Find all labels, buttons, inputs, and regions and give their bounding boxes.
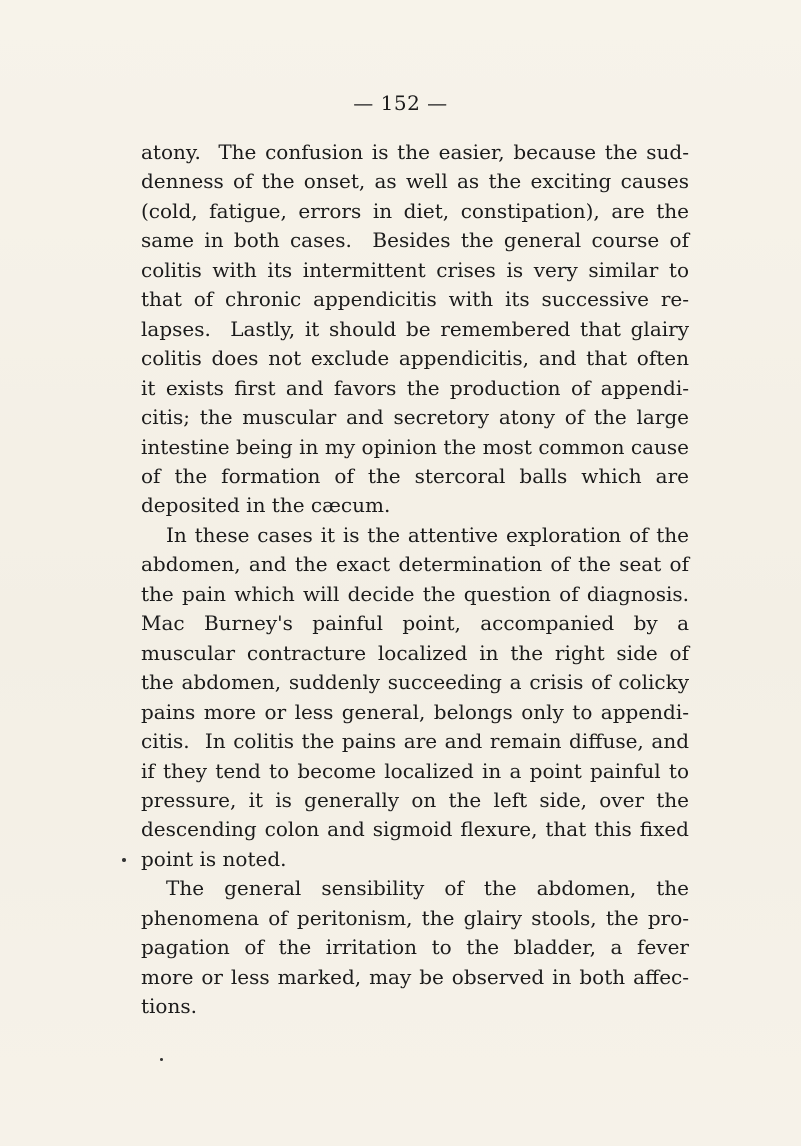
text-line: colitis does not exclude appendicitis, and that often xyxy=(141,346,689,371)
text-line: intestine being in my opinion the most common cause xyxy=(141,434,689,459)
text-line: pagation of the irritation to the bladder, a fever xyxy=(141,935,689,960)
text-line: phenomena of peritonism, the glairy stools, the pro- xyxy=(141,905,689,930)
text-line: denness of the onset, as well as the exciting causes xyxy=(141,169,689,194)
text-line: pains more or less general, belongs only to appendi- xyxy=(141,699,689,724)
text-line: Mac Burney's painful point, accompanied by a xyxy=(141,611,689,636)
text-line: (cold, fatigue, errors in diet, constipation), are the xyxy=(141,198,689,223)
text-line: In these cases it is the attentive exploration of the xyxy=(166,522,689,547)
text-line: same in both cases. Besides the general course of xyxy=(141,228,689,253)
text-line: of the formation of the stercoral balls which are xyxy=(141,463,689,488)
text-line: pressure, it is generally on the left side, over the xyxy=(141,787,689,812)
text-line: citis. In colitis the pains are and remain diffuse, and xyxy=(141,729,689,754)
text-line: deposited in the cæcum. xyxy=(141,493,391,518)
print-speck xyxy=(122,858,126,862)
text-line: it exists first and favors the production of appendi- xyxy=(141,375,689,400)
text-line: the abdomen, suddenly succeeding a crisis of colicky xyxy=(141,670,689,695)
page-body-text xyxy=(141,138,689,1022)
text-line: the pain which will decide the question of diagnosis. xyxy=(141,581,689,606)
page-number: — 152 — xyxy=(353,91,448,115)
text-line: point is noted. xyxy=(141,846,287,871)
text-line: colitis with its intermittent crises is very similar to xyxy=(141,257,689,282)
text-line: if they tend to become localized in a point painful to xyxy=(141,758,689,783)
text-line: descending colon and sigmoid flexure, that this fixed xyxy=(141,817,689,842)
text-line: that of chronic appendicitis with its successive re- xyxy=(141,287,689,312)
text-line: The general sensibility of the abdomen, the xyxy=(166,876,689,901)
text-line: more or less marked, may be observed in both affec- xyxy=(141,964,689,989)
text-line: tions. xyxy=(141,994,197,1019)
text-line: lapses. Lastly, it should be remembered that glairy xyxy=(141,316,689,341)
print-speck xyxy=(160,1058,163,1061)
text-line: citis; the muscular and secretory atony of the large xyxy=(141,405,689,430)
text-line: atony. The confusion is the easier, because the sud- xyxy=(141,140,689,164)
text-line: muscular contracture localized in the right side of xyxy=(141,640,689,665)
text-line: abdomen, and the exact determination of the seat of xyxy=(141,552,689,577)
